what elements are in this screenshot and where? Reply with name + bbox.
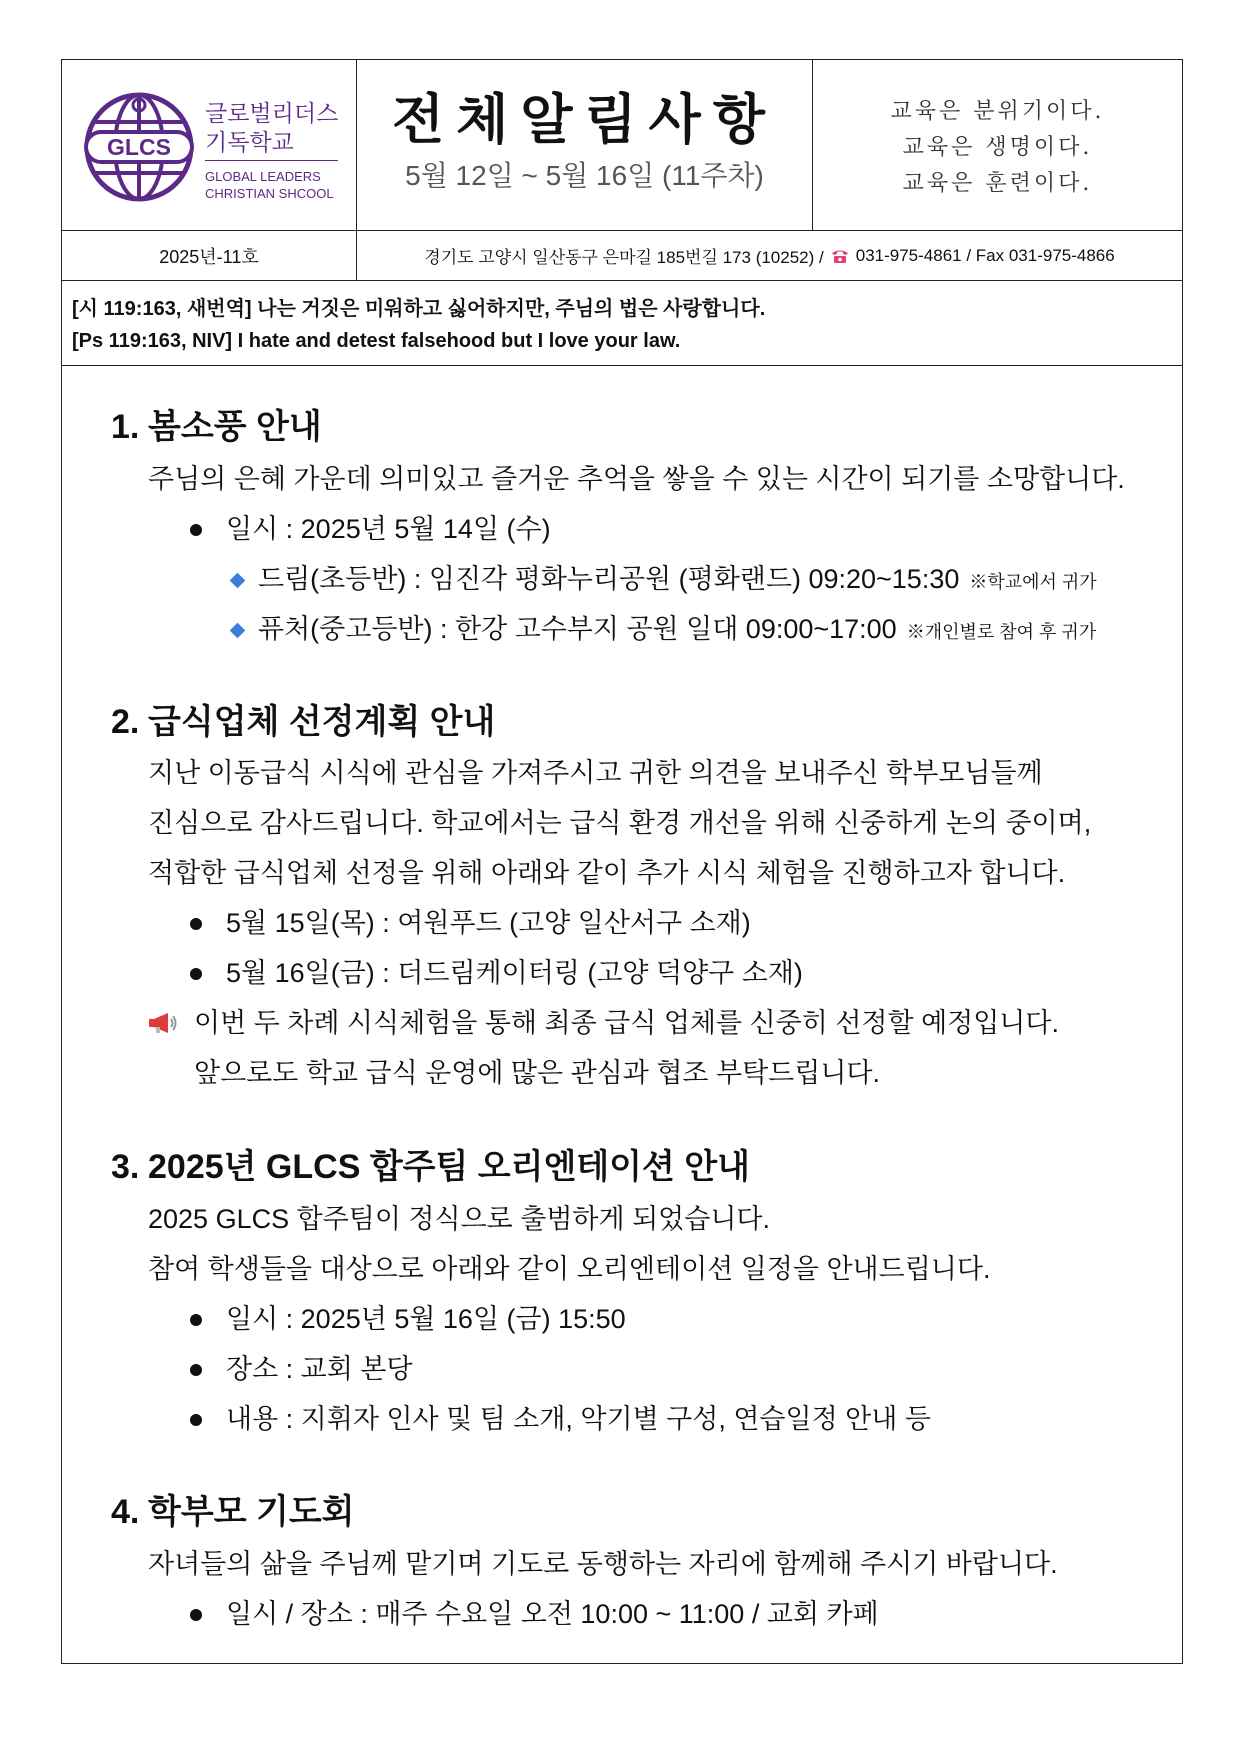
school-name-en [205, 168, 334, 202]
bullet-dot [190, 1364, 202, 1376]
motto-line: 교육은 생명이다. [902, 135, 1093, 160]
bullet-dot [190, 524, 202, 536]
motto-line: 교육은 분위기이다. [890, 99, 1105, 124]
section-title-ensemble [111, 1145, 750, 1189]
school-name-en-line1: GLOBAL LEADERS [205, 169, 321, 184]
section-paragraph: 2025 GLCS 합주팀이 정식으로 출범하게 되었습니다. [148, 1204, 770, 1234]
section-paragraph: 진심으로 감사드립니다. 학교에서는 급식 환경 개선을 위해 신중하게 논의 중이며, [148, 808, 1092, 838]
bible-verse [62, 281, 1182, 366]
section-paragraph: 주님의 은혜 가운데 의미있고 즐거운 추억을 쌓을 수 있는 시간이 되기를 소망합니다. [148, 464, 1125, 494]
section-title-text: 학부모 기도회 [148, 1493, 355, 1531]
bullet-dot [190, 968, 202, 980]
school-name-ko-line2: 기독학교 [205, 130, 294, 156]
bullet-dot [190, 1414, 202, 1426]
diamond-bullet-icon [230, 623, 246, 639]
bullet-dot [190, 918, 202, 930]
school-name-ko-line1: 글로벌리더스 [205, 101, 339, 127]
section-paragraph: 참여 학생들을 대상으로 아래와 같이 오리엔테이션 일정을 안내드립니다. [148, 1254, 991, 1284]
section-paragraph: 자녀들의 삶을 주님께 맡기며 기도로 동행하는 자리에 함께해 주시기 바랍니다. [148, 1549, 1058, 1579]
list-item-text: 5월 16일(금) : 더드림케이터링 (고양 덕양구 소재) [226, 958, 803, 988]
section-paragraph: 적합한 급식업체 선정을 위해 아래와 같이 추가 시식 체험을 진행하고자 합니다. [148, 858, 1066, 888]
title-cell [357, 60, 813, 230]
logo-cell [62, 60, 357, 230]
telephone-icon [830, 248, 850, 264]
section-title-spring-picnic [111, 405, 322, 449]
bullet-dot [190, 1314, 202, 1326]
megaphone-icon [148, 1011, 178, 1035]
issue-number: 2025년-11호 [62, 231, 357, 280]
section-number: 1. [111, 408, 140, 446]
list-item-text: 일시 / 장소 : 매주 수요일 오전 10:00 ~ 11:00 / 교회 카페 [226, 1599, 879, 1629]
sub-list-item-note: ※학교에서 귀가 [969, 572, 1097, 592]
diamond-bullet-icon [230, 573, 246, 589]
section-title-text: 급식업체 선정계획 안내 [148, 703, 496, 741]
list-item-text: 내용 : 지휘자 인사 및 팀 소개, 악기별 구성, 연습일정 안내 등 [226, 1404, 931, 1434]
sub-list-item-note: ※개인별로 참여 후 귀가 [906, 622, 1097, 642]
section-number: 4. [111, 1493, 140, 1531]
verse-en: [Ps 119:163, NIV] I hate and detest falsehood but I love your law. [72, 330, 681, 352]
page-title: 전체알림사항 [392, 88, 777, 151]
motto [813, 94, 1182, 202]
section-title-text: 2025년 GLCS 합주팀 오리엔테이션 안내 [148, 1148, 750, 1186]
list-item-text: 5월 15일(목) : 여원푸드 (고양 일산서구 소재) [226, 908, 751, 938]
notice-frame [61, 59, 1183, 1664]
contact-info [357, 231, 1182, 280]
page-subtitle: 5월 12일 ~ 5월 16일 (11주차) [405, 160, 764, 191]
notice-text: 이번 두 차례 시식체험을 통해 최종 급식 업체를 신중히 선정할 예정입니다. [194, 1008, 1059, 1038]
logo-text: GLCS [107, 134, 171, 160]
list-item-text: 일시 : 2025년 5월 16일 (금) 15:50 [226, 1304, 626, 1334]
section-title-text: 봄소풍 안내 [148, 408, 322, 446]
section-title-prayer-meeting [111, 1490, 355, 1534]
school-name-en-line2: CHRISTIAN SHCOOL [205, 186, 334, 201]
section-number: 2. [111, 703, 140, 741]
motto-line: 교육은 훈련이다. [902, 171, 1093, 196]
globe-logo-icon [80, 87, 198, 205]
header [62, 60, 1182, 231]
list-item-text: 일시 : 2025년 5월 14일 (수) [226, 514, 551, 544]
info-row [62, 231, 1182, 281]
notice-text: 앞으로도 학교 급식 운영에 많은 관심과 협조 부탁드립니다. [194, 1058, 880, 1088]
section-number: 3. [111, 1148, 140, 1186]
school-name-ko [205, 100, 338, 158]
sub-list-item-text: 드림(초등반) : 임진각 평화누리공원 (평화랜드) 09:20~15:30 [258, 564, 960, 594]
address: 경기도 고양시 일산동구 은마길 185번길 173 (10252) / [424, 248, 824, 267]
bullet-dot [190, 1609, 202, 1621]
sub-list-item-text: 퓨처(중고등반) : 한강 고수부지 공원 일대 09:00~17:00 [258, 614, 897, 644]
section-paragraph: 지난 이동급식 시식에 관심을 가져주시고 귀한 의견을 보내주신 학부모님들께 [148, 758, 1043, 788]
school-name-divider [205, 160, 338, 161]
section-title-catering [111, 700, 495, 744]
phone-fax: 031-975-4861 / Fax 031-975-4866 [855, 245, 1115, 265]
motto-cell [813, 60, 1182, 230]
verse-ko: [시 119:163, 새번역] 나는 거짓은 미워하고 싫어하지만, 주님의 법은 사랑합니다. [72, 298, 766, 320]
list-item-text: 장소 : 교회 본당 [226, 1354, 413, 1384]
